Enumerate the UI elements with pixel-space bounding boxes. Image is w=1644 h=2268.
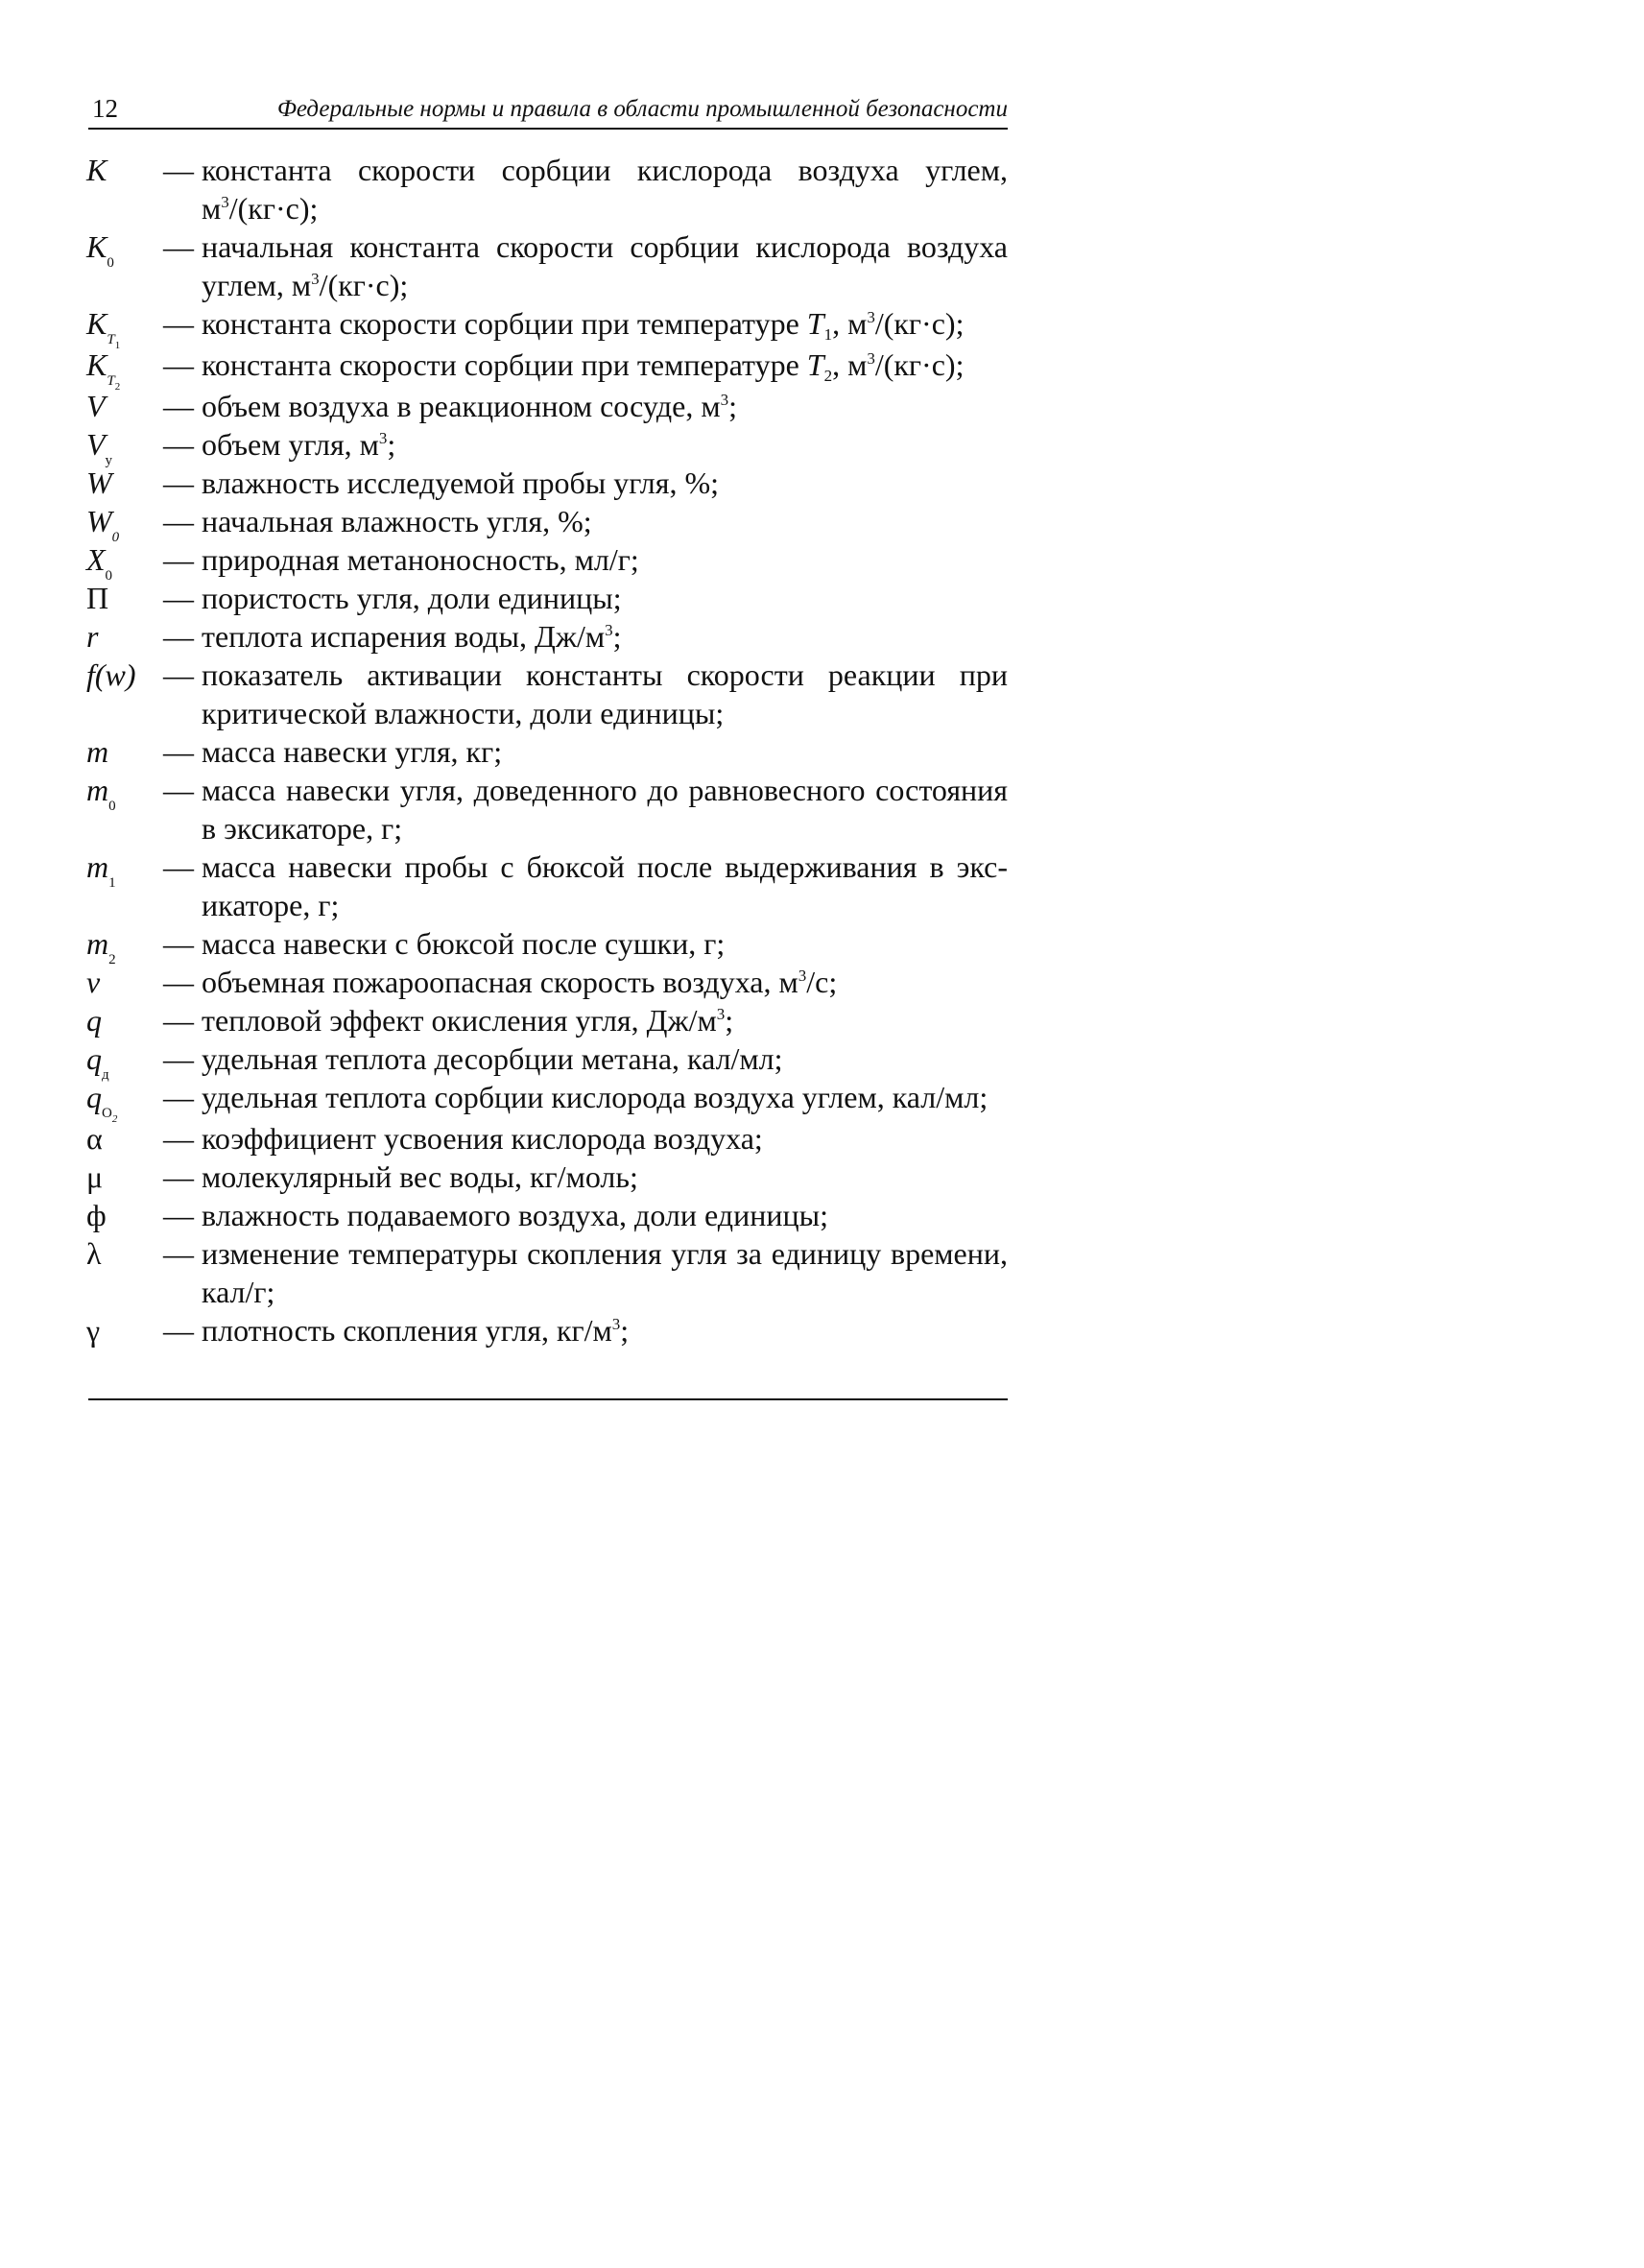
symbol: $K_{T_1}$ — [86, 306, 121, 351]
description: влажность исследуемой пробы угля, %; — [202, 466, 720, 500]
list-item — [86, 502, 1008, 545]
dash: — — [163, 1041, 194, 1076]
dash: — — [163, 734, 194, 769]
symbol: $V_у$ — [86, 427, 113, 468]
description: изменение температуры скопления угля за единицу времени, кал/г; — [202, 1236, 1008, 1309]
symbol: $q_{O_2}$ — [86, 1080, 118, 1125]
list-item — [86, 732, 1008, 771]
symbol-list — [86, 151, 1008, 1349]
list-item — [86, 924, 1008, 967]
dash: — — [163, 849, 194, 884]
page-number: 12 — [92, 94, 118, 123]
list-item — [86, 1196, 1008, 1234]
description: теплота испарения воды, $Дж/м^3$; — [202, 619, 622, 654]
symbol: V — [86, 389, 106, 423]
list-item — [86, 1119, 1008, 1158]
description: молекулярный вес воды, кг/моль; — [202, 1159, 638, 1194]
dash: — — [163, 347, 194, 382]
description: масса навески с бюксой после сушки, г; — [202, 926, 726, 961]
description: пористость угля, доли единицы; — [202, 581, 622, 615]
dash: — — [163, 1198, 194, 1232]
list-item — [86, 1078, 1008, 1125]
list-item — [86, 387, 1008, 425]
list-item — [86, 963, 1008, 1001]
dash: — — [163, 389, 194, 423]
list-item — [86, 464, 1008, 502]
dash: — — [163, 542, 194, 577]
symbol: μ — [86, 1159, 104, 1194]
list-item — [86, 151, 1008, 227]
symbol: W — [86, 466, 112, 500]
description: начальная константа скорости сорбции кислорода воздуха углем, $м^3/(кг\cdot с)$; — [202, 229, 1008, 302]
dash: — — [163, 427, 194, 462]
description: масса навески угля, кг; — [202, 734, 503, 769]
list-item — [86, 579, 1008, 617]
symbol: f(w) — [86, 657, 136, 692]
description: объем воздуха в реакционном сосуде, $м^3$; — [202, 389, 737, 423]
description: константа скорости сорбции кислорода воздуха углем, $м^3/(кг\cdot с)$; — [202, 153, 1008, 226]
header-rule — [88, 128, 1008, 130]
description: константа скорости сорбции при температуре $T_2$, $м^3/(кг\cdot с)$; — [202, 347, 965, 385]
dash: — — [163, 1313, 194, 1348]
symbol: γ — [86, 1313, 101, 1348]
symbol: $X_0$ — [86, 542, 113, 584]
list-item — [86, 346, 1008, 393]
dash: — — [163, 773, 194, 807]
description: масса навески угля, доведенного до равновесного состояния в эксикаторе, г; — [202, 773, 1008, 846]
symbol: $q_д$ — [86, 1041, 109, 1083]
description: коэффициент усвоения кислорода воздуха; — [202, 1121, 763, 1156]
symbol: $K_{T_2}$ — [86, 347, 121, 393]
dash: — — [163, 619, 194, 654]
list-item — [86, 1311, 1008, 1349]
symbol: v — [86, 965, 101, 999]
list-item — [86, 304, 1008, 351]
dash: — — [163, 581, 194, 615]
list-item — [86, 1158, 1008, 1196]
description: масса навески пробы с бюксой после выдерживания в эксикаторе, г; — [202, 849, 1008, 922]
dash: — — [163, 1121, 194, 1156]
list-item — [86, 425, 1008, 468]
symbol: λ — [86, 1236, 102, 1271]
dash: — — [163, 504, 194, 538]
dash: — — [163, 1159, 194, 1194]
symbol: $W_0$ — [86, 504, 120, 545]
dash: — — [163, 153, 194, 187]
description: начальная влажность угля, %; — [202, 504, 592, 538]
list-item — [86, 1001, 1008, 1039]
description: удельная теплота сорбции кислорода воздуха углем, кал/мл; — [202, 1080, 989, 1114]
symbol: r — [86, 619, 99, 654]
list-item — [86, 1234, 1008, 1311]
symbol: П — [86, 581, 109, 615]
symbol: K — [86, 153, 107, 187]
list-item — [86, 227, 1008, 304]
symbol: $m_1$ — [86, 849, 116, 891]
symbol: α — [86, 1121, 103, 1156]
list-item — [86, 617, 1008, 656]
running-title: Федеральные нормы и правила в области промышленной безопасности — [276, 96, 1008, 122]
dash: — — [163, 466, 194, 500]
list-item — [86, 771, 1008, 848]
footer-rule — [88, 1398, 1008, 1400]
symbol: m — [86, 734, 109, 769]
dash: — — [163, 229, 194, 264]
description: природная метаноносность, мл/г; — [202, 542, 639, 577]
symbol: $m_0$ — [86, 773, 116, 814]
dash: — — [163, 657, 194, 692]
description: показатель активации константы скорости реакции при критической влажности, доли единицы; — [202, 657, 1008, 730]
dash: — — [163, 965, 194, 999]
description: константа скорости сорбции при температуре $T_1$, $м^3/(кг\cdot с)$; — [202, 306, 965, 344]
dash: — — [163, 1080, 194, 1114]
description: удельная теплота десорбции метана, кал/мл; — [202, 1041, 783, 1076]
dash: — — [163, 1003, 194, 1038]
symbol: q — [86, 1003, 102, 1038]
dash: — — [163, 926, 194, 961]
dash: — — [163, 306, 194, 341]
description: плотность скопления угля, $кг/м^3$; — [202, 1313, 630, 1348]
list-item — [86, 848, 1008, 924]
description: объем угля, $м^3$; — [202, 427, 396, 462]
symbol: ф — [86, 1198, 107, 1232]
list-item — [86, 1039, 1008, 1083]
symbol: $K_0$ — [86, 229, 114, 271]
description: тепловой эффект окисления угля, $Дж/м^3$; — [202, 1003, 734, 1038]
list-item — [86, 656, 1008, 732]
dash: — — [163, 1236, 194, 1271]
list-item — [86, 540, 1008, 584]
symbol: $m_2$ — [86, 926, 116, 967]
description: объемная пожароопасная скорость воздуха, $м^3/с$; — [202, 965, 838, 999]
description: влажность подаваемого воздуха, доли единицы; — [202, 1198, 828, 1232]
